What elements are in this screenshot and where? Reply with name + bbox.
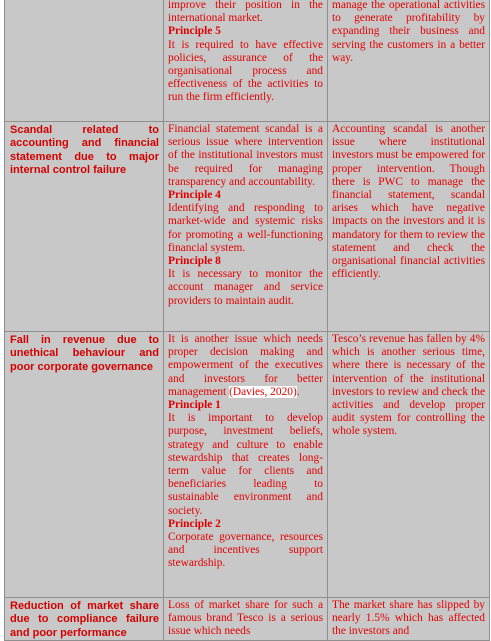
principle-text: improve their position in the international market.: [168, 0, 323, 25]
principle-cell: [164, 332, 328, 598]
principle-heading: Principle 4: [168, 189, 221, 202]
citation: (Davies, 2020): [229, 385, 297, 398]
principle-intro: It is another issue which needs proper decision making and empowerment of the executives and investors for better management: [168, 333, 323, 398]
principle-text: It is necessary to monitor the account manager and service providers to maintain audit.: [168, 268, 323, 307]
principle-cell: [164, 0, 328, 122]
principle-text: It is another issue which needs proper decision making and empowerment of the executives and investors for better management (Davies, 2020).: [168, 333, 323, 398]
principle-heading: Principle 5: [168, 25, 221, 38]
principle-cell: [164, 598, 328, 641]
table-row: [5, 0, 490, 122]
explanation-cell: Tesco’s revenue has fallen by 4% which is another serious time, where there is necessary of the intervention of the institutional investors to review and check the activities and develop proper audit system for controlling the whole system.: [328, 332, 490, 598]
table-row: [5, 332, 490, 598]
issue-title-cell: [5, 0, 164, 122]
principle-heading: Principle 2: [168, 517, 221, 530]
issue-title-cell: Reduction of market share due to compliance failure and poor performance: [5, 598, 164, 641]
principle-text: Corporate governance, resources and incentives support stewardship.: [168, 531, 323, 570]
principle-text: Loss of market share for such a famous brand Tesco is a serious issue which needs: [168, 599, 323, 638]
governance-issues-table: [4, 0, 490, 641]
principle-cell: [164, 122, 328, 332]
principle-heading: Principle 8: [168, 255, 221, 268]
explanation-cell: manage the operational activities to generate profitability by expanding their business and serving the customers in a better way.: [328, 0, 490, 122]
issue-title-cell: Scandal related to accounting and financial statement due to major internal control failure: [5, 122, 164, 332]
principle-text: Identifying and responding to market-wide and systemic risks for promoting a well-functioning financial system.: [168, 202, 323, 254]
explanation-cell: Accounting scandal is another issue where institutional investors must be empowered for proper intervention. Though there is PWC to manage the financial statement, scandal arises which have negative impacts on the investors and it is mandatory for them to review the statement and check the organisational financial activities efficiently.: [328, 122, 490, 332]
principle-text: It is important to develop purpose, investment beliefs, strategy and culture to enable stewardship that creates long-term value for clients and beneficiaries leading to sustainable environment and society.: [168, 412, 323, 517]
table-row: [5, 598, 490, 641]
table-row: [5, 122, 490, 332]
principle-heading: Principle 1: [168, 399, 221, 412]
issue-title-cell: Fall in revenue due to unethical behaviour and poor corporate governance: [5, 332, 164, 598]
principle-text: Financial statement scandal is a serious issue where intervention of the institutional investors must be required for managing transparency and accountability.: [168, 123, 323, 188]
explanation-cell: The market share has slipped by nearly 1.5% which has affected the investors and: [328, 598, 490, 641]
principle-text: It is required to have effective policies, assurance of the organisational process and effectiveness of the activities to run the firm efficiently.: [168, 38, 323, 104]
